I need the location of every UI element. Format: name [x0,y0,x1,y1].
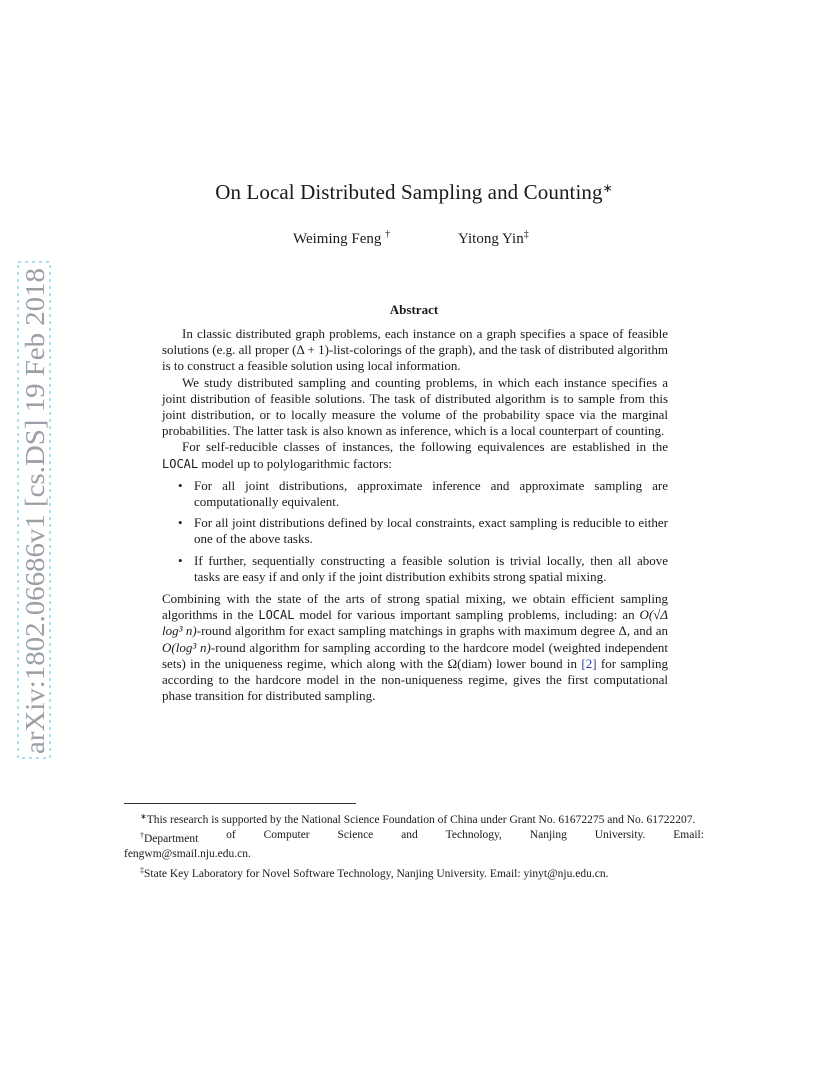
bullet-icon: • [178,477,183,493]
list-item-text: If further, sequentially constructing a feasible solution is trivial locally, then all above tasks are easy if and only if the joint distribution exhibits strong spatial mixing. [194,552,668,584]
title-text: On Local Distributed Sampling and Counting [215,180,603,204]
footnote-word: Email: [673,829,704,842]
arxiv-identifier-stamp[interactable] [16,260,56,760]
p3-text-b: model up to polylogarithmic factors: [201,455,393,471]
footnote-word: Computer [263,829,310,842]
p4-text-d: -round algorithm for sampling according to the hardcore model (weighted independent sets) in the uniqueness regime, which along with the Ω(diam) lower bound in [162,639,669,671]
footnote-word: Technology, [445,829,502,842]
local-model-term: LOCAL [162,456,199,471]
bullet-icon: • [178,515,183,531]
paper-title [0,180,828,205]
author-footnote-mark[interactable]: † [385,229,391,240]
footnote-divider [124,803,356,804]
author-feng [293,229,390,248]
footnote-word [140,828,198,847]
footnote-text: This research is supported by the National Science Foundation of China under Grant No. 61672275 and No. 61722207. [146,814,696,826]
local-model-term: LOCAL [258,608,295,623]
footnote-word: Science [337,829,374,842]
abstract-heading: Abstract [389,302,439,317]
list-item [178,552,668,585]
footnote-3 [124,863,704,882]
p4-text-e: for sampling according to the hardcore model in the non-uniqueness regime, gives the first computational phase transition for distributed sampling. [162,655,669,704]
footnote-text: State Key Laboratory for Novel Software Technology, Nanjing University. Email: yinyt@nju.edu.cn. [144,867,609,880]
abstract-body [162,326,668,704]
abstract-paragraph-2: We study distributed sampling and counting problems, in which each instance specifies a joint distribution of feasible solutions. The task of distributed algorithm is to sample from this joint distribution, or to locally measure the volume of the probability space via the marginal probabilities. The latter task is also known as inference, which is a local counterpart of counting. [162,374,668,439]
p3-text-a: For self-reducible classes of instances, the following equivalences are established in the [182,439,668,455]
abstract-paragraph-3 [162,439,668,471]
p4-text-a: Combining with the state of the arts of strong spatial mixing, we obtain efficient sampling algorithms in the [162,591,668,623]
footnote-1 [124,809,704,828]
abstract-paragraph-1: In classic distributed graph problems, each instance on a graph specifies a space of feasible solutions (e.g. all proper (Δ + 1)-list-colorings of the graph), and the task of distributed algorithm is to construct a feasible solution using local information. [162,326,668,374]
citation-link[interactable]: [2] [581,655,597,671]
footnote-word: University. [594,829,646,842]
list-item-text: For all joint distributions, approximate inference and approximate sampling are computationally equivalent. [194,477,668,510]
author-yin [458,229,529,248]
list-item-text: For all joint distributions defined by local constraints, exact sampling is reducible to either one of the above tasks. [194,515,668,547]
author-name: Weiming Feng [293,231,382,247]
footnote-mark: † [140,831,144,841]
p4-text-b: model for various important sampling problems, including: an [299,607,635,623]
footnote-word: of [226,829,236,842]
title-footnote-mark[interactable]: ∗ [602,181,613,195]
footnote-2-email: fengwm@smail.nju.edu.cn. [124,848,251,861]
footnote-mark: ‡ [140,865,144,875]
list-item [178,515,668,547]
author-footnote-mark[interactable]: ‡ [523,229,529,240]
footnote-word: and [401,829,418,842]
footnote-mark: ∗ [140,812,147,821]
abstract-paragraph-4 [162,591,668,704]
author-list [0,229,828,251]
footnote-2 [124,828,704,847]
equivalence-list [162,478,668,585]
list-item [178,477,668,510]
footnotes [124,809,704,882]
p4-text-c: -round algorithm for exact sampling matchings in graphs with maximum degree Δ, and an [196,623,668,639]
author-name: Yitong Yin [458,231,524,247]
footnote-word: Nanjing [529,829,567,842]
math-expression-1: O(√Δ log³ n) [162,607,668,639]
arxiv-stamp-text: arXiv:1802.06686v1 [cs.DS] 19 Feb 2018 [20,299,50,754]
bullet-icon: • [178,552,183,568]
math-expression-2: O(log³ n) [162,639,211,655]
footnote-word-text: Department [144,833,199,846]
